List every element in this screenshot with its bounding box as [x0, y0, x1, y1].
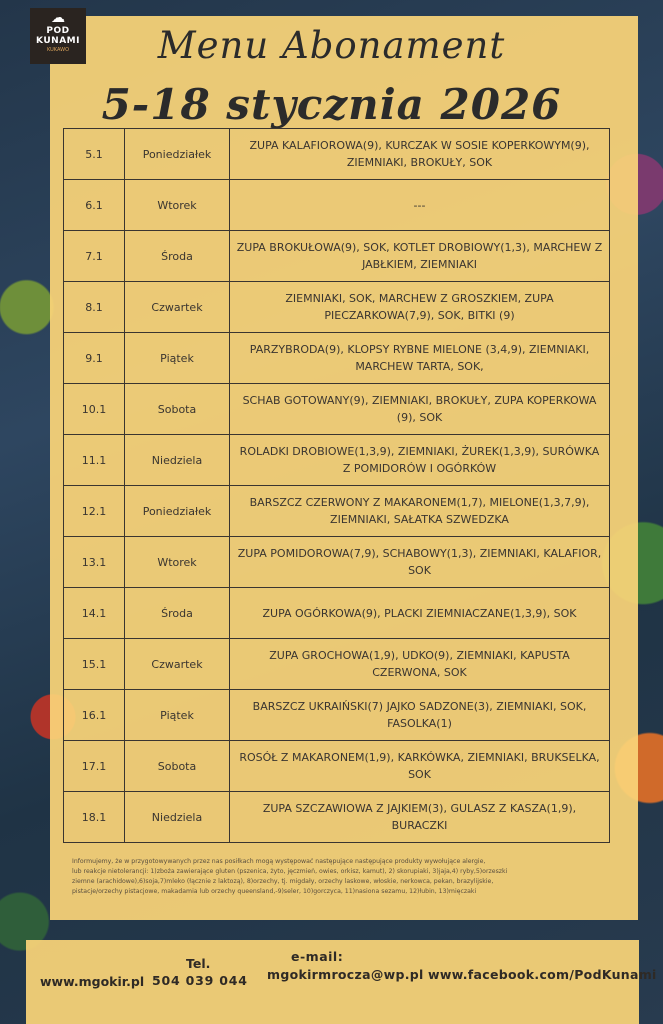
logo-line-2: KUNAMI — [36, 36, 80, 46]
allergen-note-line: Informujemy, że w przygotowywanych przez nas posiłkach mogą występować następujące następujące produkty wywołujące alergie, — [72, 858, 486, 865]
menu-date-cell: 17.1 — [64, 741, 125, 792]
website-link[interactable]: www.mgokir.pl — [40, 974, 145, 989]
menu-date-cell: 14.1 — [64, 588, 125, 639]
menu-dishes-cell: ZUPA GROCHOWA(1,9), UDKO(9), ZIEMNIAKI, KAPUSTA CZERWONA, SOK — [230, 639, 610, 690]
menu-date-cell: 8.1 — [64, 282, 125, 333]
menu-day-cell: Czwartek — [125, 282, 230, 333]
menu-row — [64, 333, 610, 384]
menu-row — [64, 741, 610, 792]
phone-number[interactable]: 504 039 044 — [152, 973, 248, 988]
menu-table — [63, 128, 610, 843]
allergen-note-line: pistacje/orzechy pistacjowe, makadamia lub orzechy queensland,-9)seler, 10)gorczyca, 11)nasiona sezamu, 12)łubin, 13)mięczaki — [72, 888, 477, 895]
allergen-note-line: lub reakcje nietolerancji: 1)zboża zawierające gluten (pszenica, żyto, jęczmień, owies, orkisz, kamut), 2) skorupiaki, 3)jaja,4) ryby,5)orzeszki — [72, 868, 508, 875]
menu-row — [64, 486, 610, 537]
menu-dishes-cell: BARSZCZ CZERWONY Z MAKARONEM(1,7), MIELONE(1,3,7,9), ZIEMNIAKI, SAŁATKA SZWEDZKA — [230, 486, 610, 537]
menu-dishes-cell: ROSÓŁ Z MAKARONEM(1,9), KARKÓWKA, ZIEMNIAKI, BRUKSELKA, SOK — [230, 741, 610, 792]
menu-date-cell: 6.1 — [64, 180, 125, 231]
menu-date-cell: 18.1 — [64, 792, 125, 843]
menu-day-cell: Sobota — [125, 741, 230, 792]
menu-row — [64, 180, 610, 231]
menu-dishes-cell: ZUPA POMIDOROWA(7,9), SCHABOWY(1,3), ZIEMNIAKI, KALAFIOR, SOK — [230, 537, 610, 588]
contact-footer — [26, 940, 657, 1024]
menu-dishes-cell: BARSZCZ UKRAIŃSKI(7) JAJKO SADZONE(3), ZIEMNIAKI, SOK, FASOLKA(1) — [230, 690, 610, 741]
menu-dishes-cell: ZIEMNIAKI, SOK, MARCHEW Z GROSZKIEM, ZUPA PIECZARKOWA(7,9), SOK, BITKI (9) — [230, 282, 610, 333]
menu-day-cell: Niedziela — [125, 435, 230, 486]
menu-dishes-cell: ZUPA BROKUŁOWA(9), SOK, KOTLET DROBIOWY(1,3), MARCHEW Z JABŁKIEM, ZIEMNIAKI — [230, 231, 610, 282]
menu-row — [64, 129, 610, 180]
menu-date-cell: 10.1 — [64, 384, 125, 435]
allergen-note — [72, 857, 592, 897]
menu-date-cell: 11.1 — [64, 435, 125, 486]
email-link[interactable]: mgokirmrocza@wp.pl — [267, 967, 424, 982]
menu-day-cell: Piątek — [125, 333, 230, 384]
menu-dishes-cell: ROLADKI DROBIOWE(1,3,9), ZIEMNIAKI, ŻUREK(1,3,9), SURÓWKA Z POMIDORÓW I OGÓRKÓW — [230, 435, 610, 486]
menu-dishes-cell: SCHAB GOTOWANY(9), ZIEMNIAKI, BROKUŁY, ZUPA KOPERKOWA (9), SOK — [230, 384, 610, 435]
menu-row — [64, 282, 610, 333]
menu-date-cell: 9.1 — [64, 333, 125, 384]
allergen-note-line: ziemne (arachidowe),6)soja,7)mleko (łącznie z laktozą), 8)orzechy, tj. migdały, orzechy laskowe, włoskie, nerkowca, pekan, brazylijskie, — [72, 878, 494, 885]
menu-day-cell: Poniedziałek — [125, 486, 230, 537]
menu-day-cell: Wtorek — [125, 180, 230, 231]
menu-day-cell: Czwartek — [125, 639, 230, 690]
menu-dishes-cell: ZUPA KALAFIOROWA(9), KURCZAK W SOSIE KOPERKOWYM(9), ZIEMNIAKI, BROKUŁY, SOK — [230, 129, 610, 180]
menu-day-cell: Środa — [125, 588, 230, 639]
menu-row — [64, 384, 610, 435]
menu-day-cell: Sobota — [125, 384, 230, 435]
menu-row — [64, 690, 610, 741]
menu-dishes-cell: ZUPA SZCZAWIOWA Z JAJKIEM(3), GULASZ Z KASZA(1,9), BURACZKI — [230, 792, 610, 843]
menu-day-cell: Piątek — [125, 690, 230, 741]
date-range-title: 5-18 stycznia 2026 — [101, 80, 562, 129]
menu-title: Menu Abonament — [157, 24, 506, 67]
menu-date-cell: 12.1 — [64, 486, 125, 537]
menu-row — [64, 639, 610, 690]
facebook-link[interactable]: www.facebook.com/PodKunami — [428, 967, 657, 982]
menu-date-cell: 7.1 — [64, 231, 125, 282]
menu-date-cell: 16.1 — [64, 690, 125, 741]
menu-dishes-cell: PARZYBRODA(9), KLOPSY RYBNE MIELONE (3,4,9), ZIEMNIAKI, MARCHEW TARTA, SOK, — [230, 333, 610, 384]
logo-line-3: KUKAWO — [46, 47, 70, 53]
menu-date-cell: 13.1 — [64, 537, 125, 588]
menu-date-cell: 5.1 — [64, 129, 125, 180]
menu-day-cell: Wtorek — [125, 537, 230, 588]
menu-row — [64, 792, 610, 843]
phone-label: Tel. — [186, 956, 211, 971]
menu-date-cell: 15.1 — [64, 639, 125, 690]
menu-row — [64, 537, 610, 588]
menu-day-cell: Niedziela — [125, 792, 230, 843]
chef-hat-icon: ☁ — [51, 10, 65, 26]
menu-day-cell: Poniedziałek — [125, 129, 230, 180]
menu-row — [64, 231, 610, 282]
menu-row — [64, 588, 610, 639]
email-label: e-mail: — [291, 949, 344, 964]
logo-line-1: POD — [46, 26, 70, 36]
menu-dishes-cell: ZUPA OGÓRKOWA(9), PLACKI ZIEMNIACZANE(1,3,9), SOK — [230, 588, 610, 639]
menu-row — [64, 435, 610, 486]
menu-day-cell: Środa — [125, 231, 230, 282]
menu-dishes-cell: --- — [230, 180, 610, 231]
